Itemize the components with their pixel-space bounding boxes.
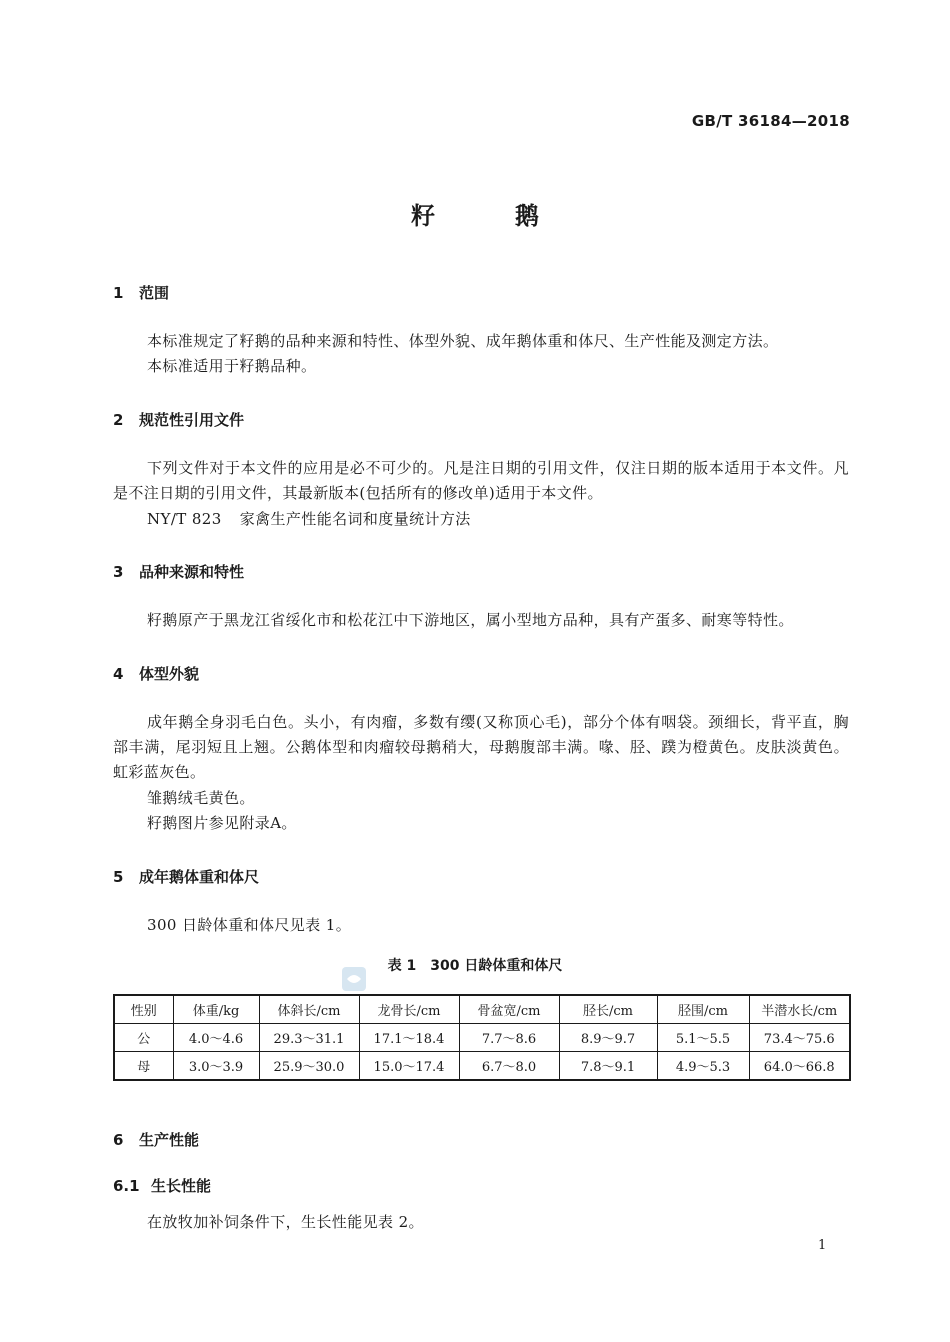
table-row xyxy=(114,1024,850,1052)
paragraph: 在放牧加补饲条件下，生长性能见表 2。 xyxy=(147,1213,424,1231)
section-heading-body-weight xyxy=(113,866,259,887)
section-heading-production-performance xyxy=(113,1129,199,1150)
table-cell: 7.7～8.6 xyxy=(459,1024,559,1052)
table-cell: 母 xyxy=(114,1052,173,1081)
section-number: 6.1 xyxy=(113,1177,140,1195)
table-cell: 29.3～31.1 xyxy=(259,1024,359,1052)
table-cell: 73.4～75.6 xyxy=(749,1024,850,1052)
section-heading-appearance xyxy=(113,663,199,684)
table-cell: 6.7～8.0 xyxy=(459,1052,559,1081)
section-title: 体型外貌 xyxy=(139,665,200,683)
section-heading-normative-references xyxy=(113,409,244,430)
reference-title: 家禽生产性能名词和度量统计方法 xyxy=(239,510,471,528)
paragraph: 成年鹅全身羽毛白色。头小，有肉瘤，多数有缨(又称顶心毛)，部分个体有咽袋。颈细长，背平直，胸部丰满，尾羽短且上翘。公鹅体型和肉瘤较母鹅稍大，母鹅腹部丰满。喙、胫、蹼为橙黄色。皮肤淡黄色。虹彩蓝灰色。 xyxy=(113,713,849,781)
paragraph: 本标准规定了籽鹅的品种来源和特性、体型外貌、成年鹅体重和体尺、生产性能及测定方法。 xyxy=(147,332,779,350)
section-number: 5 xyxy=(113,868,124,886)
paragraph: 300 日龄体重和体尺见表 1。 xyxy=(147,916,352,934)
page-number: 1 xyxy=(818,1238,827,1253)
paragraph: 本标准适用于籽鹅品种。 xyxy=(147,357,317,375)
table-cell: 5.1～5.5 xyxy=(657,1024,749,1052)
paragraph: 籽鹅原产于黑龙江省绥化市和松花江中下游地区，属小型地方品种，具有产蛋多、耐寒等特性。 xyxy=(147,611,794,629)
section-number: 1 xyxy=(113,284,124,302)
table-header-cell: 龙骨长/cm xyxy=(359,995,459,1024)
paragraph: 下列文件对于本文件的应用是必不可少的。凡是注日期的引用文件，仅注日期的版本适用于本文件。凡是不注日期的引用文件，其最新版本(包括所有的修改单)适用于本文件。 xyxy=(113,459,849,502)
section-number: 2 xyxy=(113,411,124,429)
table-header-row xyxy=(114,995,850,1024)
section-heading-scope xyxy=(113,282,169,303)
section-title: 成年鹅体重和体尺 xyxy=(139,868,260,886)
reference-entry xyxy=(147,507,471,532)
section-title: 规范性引用文件 xyxy=(139,411,245,429)
table-caption-title: 300 日龄体重和体尺 xyxy=(430,958,563,974)
section-title: 范围 xyxy=(139,284,170,302)
table-header-cell: 骨盆宽/cm xyxy=(459,995,559,1024)
table-row xyxy=(114,1052,850,1081)
table-header-cell: 体斜长/cm xyxy=(259,995,359,1024)
section-heading-origin xyxy=(113,561,244,582)
table-header-cell: 体重/kg xyxy=(173,995,259,1024)
table-cell: 4.9～5.3 xyxy=(657,1052,749,1081)
section-title: 生长性能 xyxy=(151,1177,212,1195)
table-header-cell: 半潜水长/cm xyxy=(749,995,850,1024)
table-cell: 15.0～17.4 xyxy=(359,1052,459,1081)
section-number: 6 xyxy=(113,1131,124,1149)
table-cell: 7.8～9.1 xyxy=(559,1052,657,1081)
table-cell: 4.0～4.6 xyxy=(173,1024,259,1052)
table-caption xyxy=(0,955,950,975)
table-cell: 8.9～9.7 xyxy=(559,1024,657,1052)
table-header-cell: 性别 xyxy=(114,995,173,1024)
body-measurement-table xyxy=(113,994,851,1081)
table-cell: 25.9～30.0 xyxy=(259,1052,359,1081)
table-cell: 64.0～66.8 xyxy=(749,1052,850,1081)
section-number: 3 xyxy=(113,563,124,581)
table-header-cell: 胫长/cm xyxy=(559,995,657,1024)
paragraph: 籽鹅图片参见附录A。 xyxy=(147,814,297,832)
table-caption-number: 表 1 xyxy=(387,958,417,974)
section-title: 品种来源和特性 xyxy=(139,563,245,581)
watermark-icon xyxy=(341,966,367,992)
page-title: 籽鹅 xyxy=(411,202,619,230)
subsection-heading-growth-performance xyxy=(113,1175,211,1196)
document-code: GB/T 36184—2018 xyxy=(691,112,850,130)
table-cell: 3.0～3.9 xyxy=(173,1052,259,1081)
table-cell: 17.1～18.4 xyxy=(359,1024,459,1052)
section-number: 4 xyxy=(113,665,124,683)
section-title: 生产性能 xyxy=(139,1131,200,1149)
reference-code: NY/T 823 xyxy=(147,510,222,528)
paragraph: 雏鹅绒毛黄色。 xyxy=(147,789,255,807)
table-header-cell: 胫围/cm xyxy=(657,995,749,1024)
table-cell: 公 xyxy=(114,1024,173,1052)
